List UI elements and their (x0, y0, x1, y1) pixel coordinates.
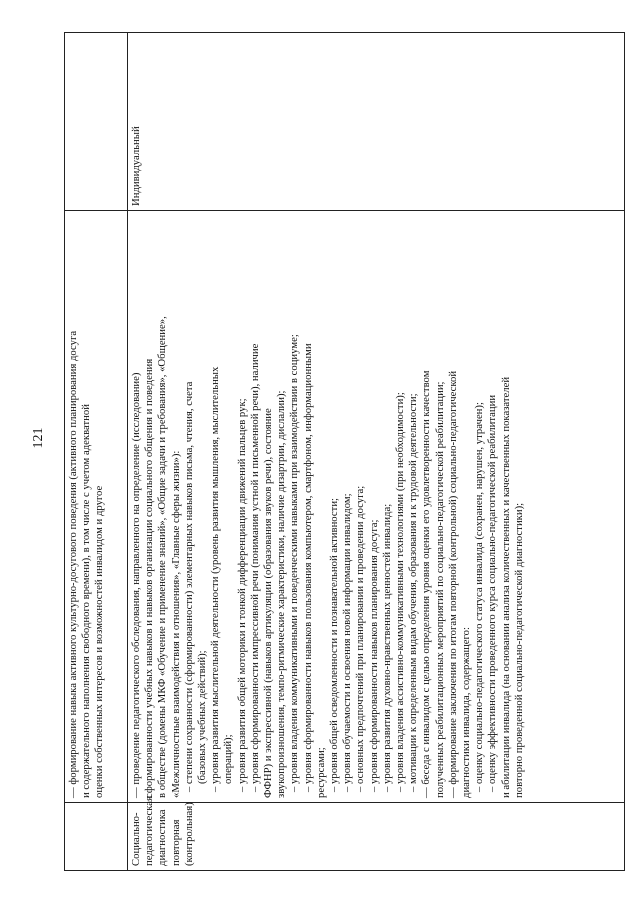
text-line: – уровня сформированности навыков пользования компьютером, смартфоном, информационными (301, 343, 314, 792)
text-line: – уровня сформированности навыков планирования досуга; (367, 519, 380, 792)
table-row (65, 33, 128, 871)
service-table (64, 32, 625, 871)
text-line: оценки собственных интересов и возможностей инвалидом и другое (93, 485, 106, 798)
text-line: – уровня развития общей моторики и тонкой дифференциации движений пальцев рук; (235, 398, 248, 792)
service-name: Социально-педагогическая диагностика повторная (контрольная) (130, 796, 195, 866)
text-line: (базовых учебных действий); (196, 650, 209, 784)
text-line: – уровня общей осведомленности и познавательной активности; (328, 497, 341, 792)
table-cell-activity (128, 211, 625, 803)
page-number: 121 (31, 427, 46, 449)
text-line: и абилитации инвалида (на основании анализа количественных и качественных показателей (499, 376, 512, 798)
text-line: — беседа с инвалидом с целью определения уровня оценки его удовлетворенности качеством (420, 370, 433, 798)
text-line: – уровня развития мыслительной деятельности (уровень развития мышления, мыслительных (209, 366, 222, 792)
text-line: полученных реабилитационных мероприятий по социально-педагогической реабилитации; (433, 381, 446, 798)
text-line: сформированности учебных навыков и навыков организации социального общения и поведения (143, 358, 156, 798)
text-line: ресурсами; (314, 747, 327, 798)
text-line: – уровня владения ассистивно-коммуникативными технологиями (при необходимости); (394, 392, 407, 792)
text-line: в обществе (домены МКФ «Обучение и применение знаний», «Общие задачи и требования», «Общение», (156, 316, 169, 798)
text-line: звукопроизношения, темпо-ритмические характеристики, наличие дизартрии, дислалии); (275, 390, 288, 798)
table-row (128, 33, 625, 871)
text-line: – уровня обучаемости и освоения новой информации инвалидом; (341, 493, 354, 792)
text-line: – мотивации к определенным видам обучения, образования и к трудовой деятельности; (407, 393, 420, 792)
text-line: повторно проведенной социально-педагогической диагностики); (512, 502, 525, 798)
text-line: – оценку социально-педагогического статуса инвалида (сохранен, нарушен, утрачен); (473, 402, 486, 792)
text-line: — формирование заключения по итогам повторной (контрольной) социально-педагогической (446, 370, 459, 798)
table-cell-activity (65, 211, 128, 803)
service-name-cell (128, 796, 625, 871)
service-form-cell (128, 33, 625, 211)
text-line: – уровня владения коммуникативными и поведенческими навыками при взаимодействии в социуме; (288, 334, 301, 792)
text-line: «Межличностные взаимодействия и отношения», «Главные сферы жизни»): (169, 450, 182, 798)
text-line: – основных предпочтений при планировании и проведении досуга; (354, 485, 367, 792)
service-form: Индивидуальный (130, 126, 142, 206)
text-line: – степени сохранности (сформированности) элементарных навыков письма, чтения, счета (182, 381, 195, 792)
text-line: и содержательного наполнения свободного времени), в том числе с учетом адекватной (80, 404, 93, 798)
text-line: диагностики инвалида, содержащего: (460, 627, 473, 798)
text-line: — проведение педагогического обследования, направленного на определение (исследование) (130, 372, 142, 798)
table-cell-empty (65, 803, 128, 871)
text-line: – оценку эффективности проведенного курса социально-педагогической реабилитации (486, 394, 499, 792)
text-line: ФФНР) и экспрессивной (навыков артикуляции (образования звуков речи), состояние (262, 408, 275, 798)
text-line: – уровня развития духовно-нравственных ценностей инвалида; (380, 503, 393, 792)
text-line: операций); (222, 734, 235, 784)
text-line: — формирование навыка активного культурно-досугового поведения (активного планирования досуга (67, 330, 79, 798)
text-line: – уровня сформированности импрессивной речи (понимания устной и письменной речи), наличие (248, 343, 261, 792)
table-cell-empty (65, 33, 128, 211)
